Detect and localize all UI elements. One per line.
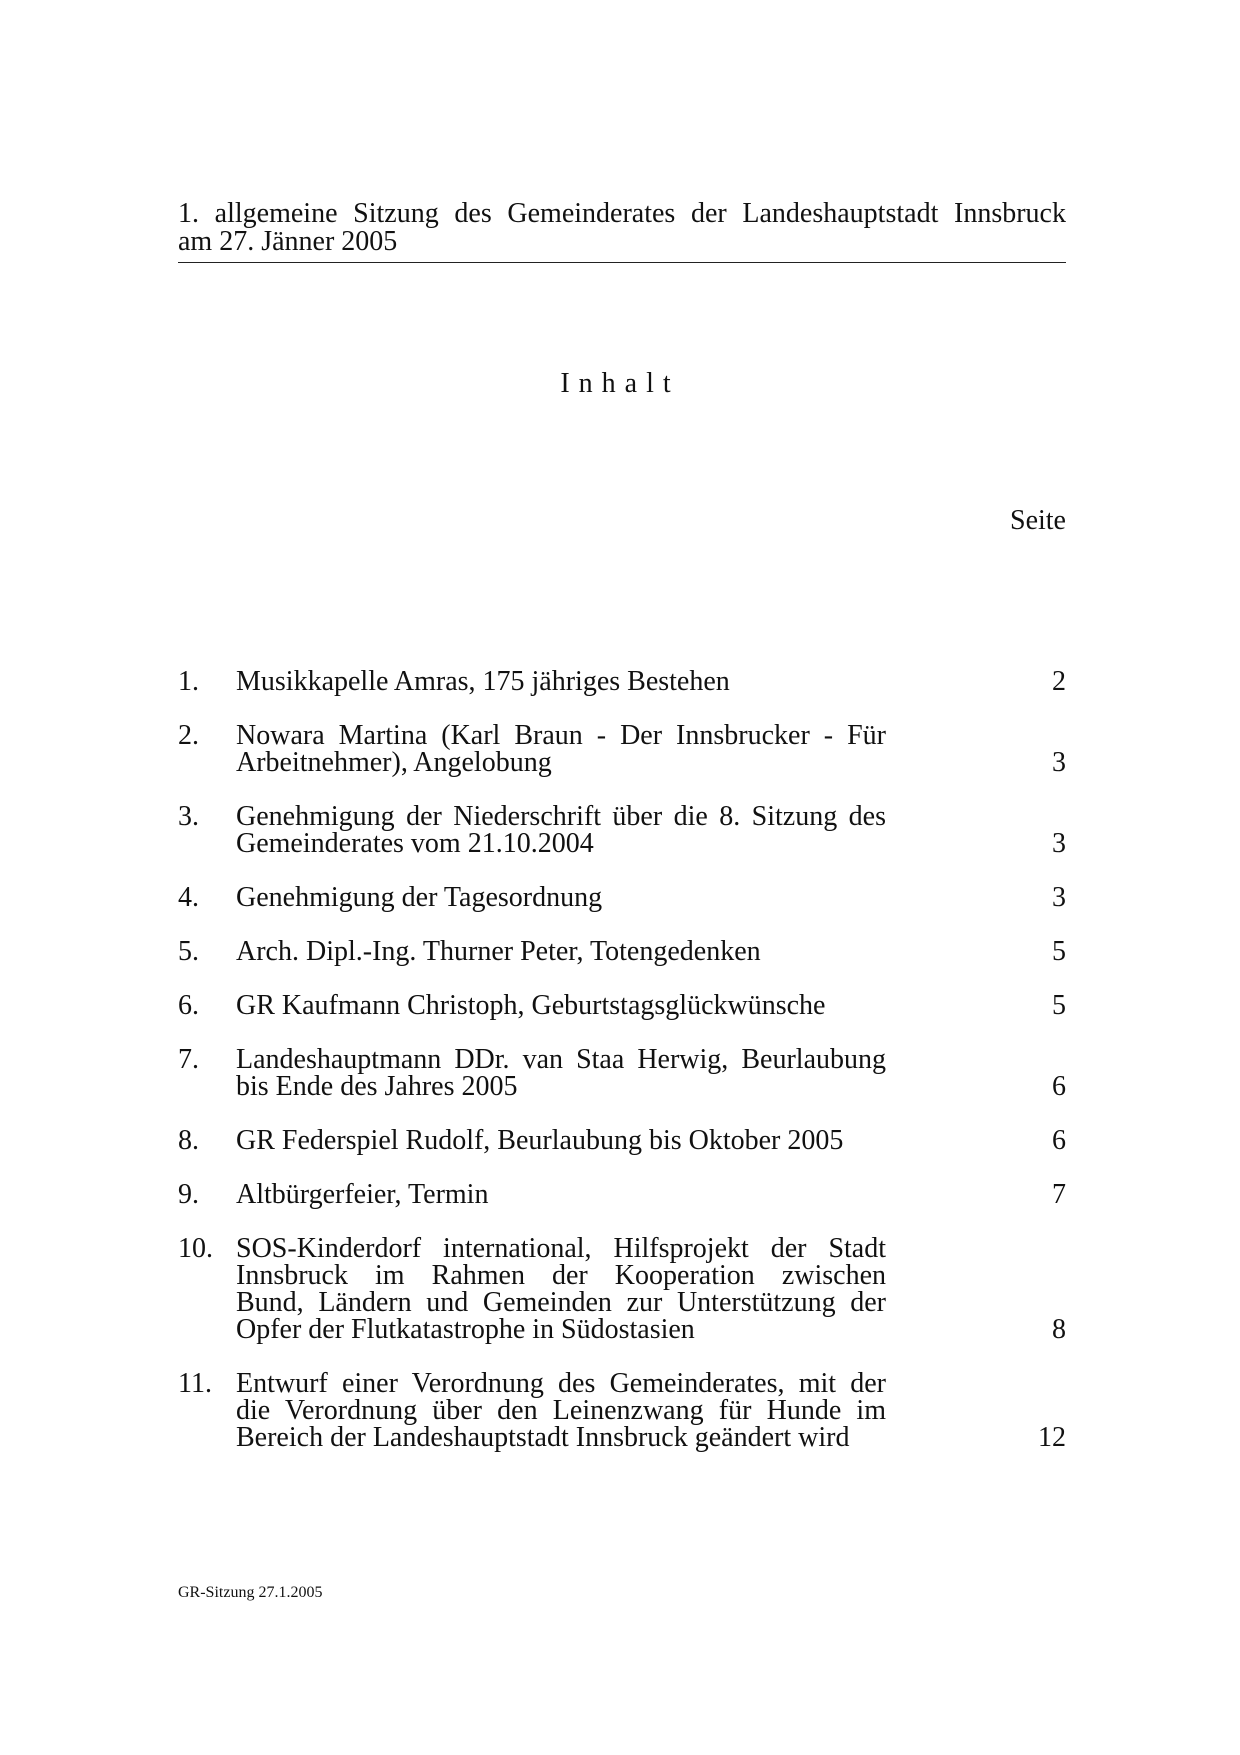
toc-item-title [236, 1370, 886, 1451]
toc-item [178, 722, 1066, 776]
toc-item-number: 6. [178, 990, 199, 1021]
page-title: Inhalt [560, 368, 680, 399]
toc-item-title-line: Musikkapelle Amras, 175 jähriges Bestehen [236, 666, 730, 697]
toc-item [178, 668, 1066, 695]
toc-item-title-line: GR Kaufmann Christoph, Geburtstagsglückwünsche [236, 990, 826, 1021]
toc-item-title-line: bis Ende des Jahres 2005 [236, 1071, 518, 1102]
toc-item-title-line: GR Federspiel Rudolf, Beurlaubung bis Oktober 2005 [236, 1125, 844, 1156]
header-line-2: am 27. Jänner 2005 [178, 226, 398, 257]
toc-item-title-line: Arch. Dipl.-Ing. Thurner Peter, Totengedenken [236, 936, 761, 967]
toc-item-page-number: 8 [1052, 1314, 1066, 1345]
toc-item-title-line: Gemeinderates vom 21.10.2004 [236, 828, 594, 859]
toc-item-title [236, 1046, 886, 1100]
toc-item-page-number: 7 [1052, 1179, 1066, 1210]
toc-item [178, 1046, 1066, 1100]
toc-item [178, 992, 1066, 1019]
toc-item-page-number: 3 [1052, 828, 1066, 859]
toc-item-number: 10. [178, 1233, 213, 1264]
toc-item [178, 1235, 1066, 1343]
toc-item-page-number: 6 [1052, 1125, 1066, 1156]
toc-item-title-line: Altbürgerfeier, Termin [236, 1179, 489, 1210]
toc-item-page-number: 6 [1052, 1071, 1066, 1102]
toc-item [178, 1127, 1066, 1154]
toc-item-page-number: 3 [1052, 882, 1066, 913]
toc-item-title-line: Opfer der Flutkatastrophe in Südostasien [236, 1314, 695, 1345]
toc-item-number: 9. [178, 1179, 199, 1210]
toc-item-title [236, 668, 886, 695]
toc-item-page-number: 12 [1038, 1422, 1066, 1453]
toc-item-title-line: Arbeitnehmer), Angelobung [236, 747, 552, 778]
toc-item-title-line: Innsbruck im Rahmen der Kooperation zwischen [236, 1260, 886, 1291]
toc-item-title [236, 803, 886, 857]
toc-item-number: 11. [178, 1368, 212, 1399]
toc-item-page-number: 5 [1052, 936, 1066, 967]
table-of-contents [178, 668, 1066, 1478]
toc-item-title [236, 1235, 886, 1343]
toc-item-number: 4. [178, 882, 199, 913]
toc-item-title-line: Entwurf einer Verordnung des Gemeinderates, mit der [236, 1368, 886, 1399]
toc-item-title [236, 1127, 886, 1154]
toc-item-number: 2. [178, 720, 199, 751]
toc-item [178, 1370, 1066, 1451]
toc-item-title [236, 1181, 886, 1208]
toc-item-title-line: Genehmigung der Niederschrift über die 8. Sitzung des [236, 801, 886, 832]
page-column-label: Seite [1010, 505, 1066, 536]
toc-item-number: 3. [178, 801, 199, 832]
toc-item [178, 1181, 1066, 1208]
toc-item-title [236, 992, 886, 1019]
toc-item-title [236, 938, 886, 965]
toc-item-number: 1. [178, 666, 199, 697]
document-header [178, 200, 1066, 263]
toc-item [178, 938, 1066, 965]
toc-item-page-number: 3 [1052, 747, 1066, 778]
toc-item-title-line: Landeshauptmann DDr. van Staa Herwig, Beurlaubung [236, 1044, 886, 1075]
toc-item-title [236, 884, 886, 911]
toc-item-title-line: Bund, Ländern und Gemeinden zur Unterstützung der [236, 1287, 886, 1318]
toc-item-page-number: 5 [1052, 990, 1066, 1021]
toc-item [178, 803, 1066, 857]
toc-item-title-line: Nowara Martina (Karl Braun - Der Innsbrucker - Für [236, 720, 886, 751]
header-line-1: 1. allgemeine Sitzung des Gemeinderates der Landeshauptstadt Innsbruck [178, 198, 1066, 229]
toc-item-number: 7. [178, 1044, 199, 1075]
toc-item-title [236, 722, 886, 776]
toc-item-page-number: 2 [1052, 666, 1066, 697]
toc-item-title-line: Genehmigung der Tagesordnung [236, 882, 603, 913]
toc-item-number: 8. [178, 1125, 199, 1156]
toc-item [178, 884, 1066, 911]
toc-item-title-line: die Verordnung über den Leinenzwang für Hunde im [236, 1395, 886, 1426]
toc-item-title-line: SOS-Kinderdorf international, Hilfsprojekt der Stadt [236, 1233, 886, 1264]
page-footer: GR-Sitzung 27.1.2005 [178, 1584, 323, 1601]
toc-item-number: 5. [178, 936, 199, 967]
toc-item-title-line: Bereich der Landeshauptstadt Innsbruck geändert wird [236, 1422, 850, 1453]
